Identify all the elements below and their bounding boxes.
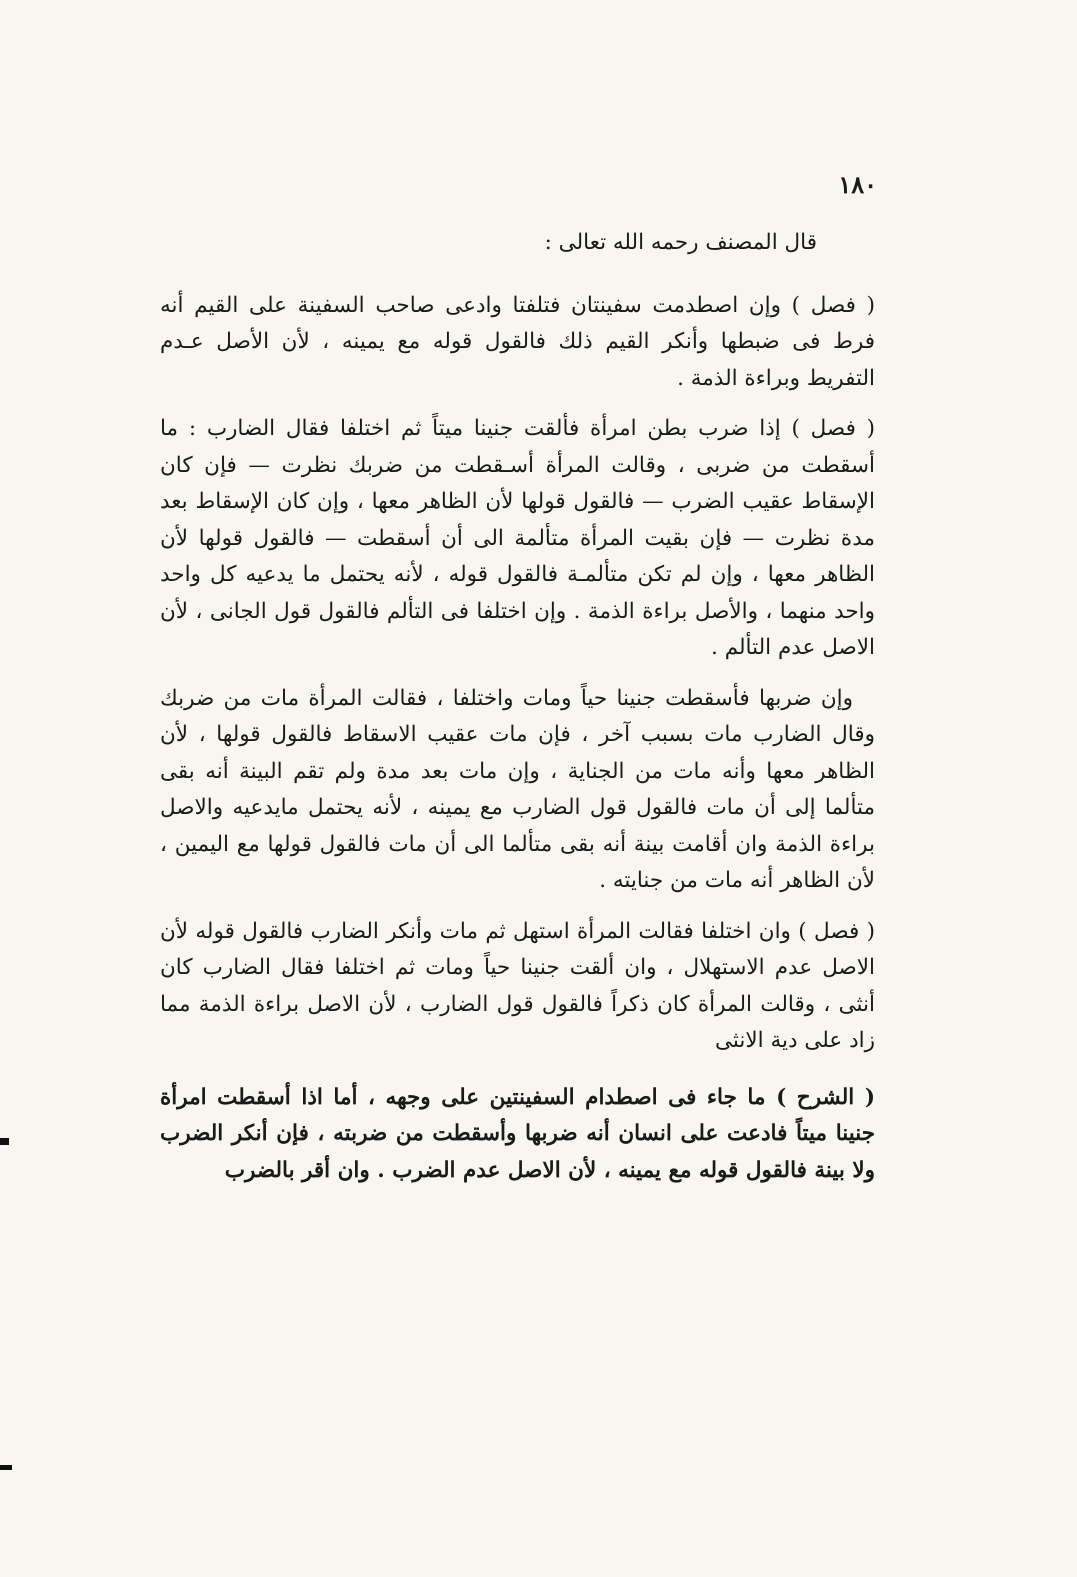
paragraph-ship-collision: ( فصل ) وإن اصطدمت سفينتان فتلفتا وادعى صاحب السفينة على القيم أنه فرط فى ضبطها وأنكر القيم ذلك فالقول قوله مع يمينه ، لأن الأصل عـدم التفريط وبراءة الذمة .	[160, 292, 875, 391]
paragraph-commentary: ( الشرح ) ما جاء فى اصطدام السفينتين على وجهه ، أما اذا أسقطت امرأة جنينا ميتاً فادعت على انسان أنه ضربها وأسقطت من ضربته ، فإن أنكر الضرب ولا بينة فالقول قوله مع يمينه ، لأن الاصل عدم الضرب . وان أقر بالضرب	[160, 1084, 875, 1183]
edge-mark	[0, 1465, 12, 1470]
paragraph-fetus-alive: وإن ضربها فأسقطت جنينا حياً ومات واختلفا ، فقالت المرأة مات من ضربك وقال الضارب مات بسبب آخر ، فإن مات عقيب الاسقاط فالقول قولها ، لأن الظاهر معها وأنه مات من الجناية ، وإن مات بعد مدة ولم تقم البينة أنه بقى متألما إلى أن مات فالقول قول الضارب مع يمينه ، لأنه يحتمل مايدعيه والاصل براءة الذمة وان أقامت بينة أنه بقى متألما الى أن مات فالقول قولها مع اليمين ، لأن الظاهر أنه مات من جنايته .	[160, 685, 875, 893]
page-body	[160, 225, 875, 1203]
paragraph-fetus-dead: ( فصل ) إذا ضرب بطن امرأة فألقت جنينا ميتاً ثم اختلفا فقال الضارب : ما أسقطت من ضربى ، وقالت المرأة أسـقطت من ضربك نظرت — فإن كان الإسقاط عقيب الضرب — فالقول قولها لأن الظاهر معها ، وإن كان الإسقاط بعد مدة نظرت — فإن بقيت المرأة متألمة الى أن أسقطت — فالقول قولها لأن الظاهر معها ، وإن لم تكن متألمـة فالقول قوله ، لأنه يحتمل ما يدعيه كل واحد واحد منهما ، والأصل براءة الذمة . وإن اختلفا فى التألم فالقول قول الجانى ، لأن الاصل عدم التألم .	[160, 416, 875, 660]
author-heading: قال المصنف رحمه الله تعالى :	[544, 230, 817, 255]
page-number: ١٨٠	[838, 170, 877, 199]
edge-mark	[0, 1138, 9, 1145]
paragraph-istihlal: ( فصل ) وان اختلفا فقالت المرأة استهل ثم مات وأنكر الضارب فالقول قوله لأن الاصل عدم الاستهلال ، وان ألقت جنينا حياً ومات ثم اختلفا فقال الضارب كان أنثى ، وقالت المرأة كان ذكراً فالقول قول الضارب ، لأن الاصل براءة الذمة مما زاد على دية الانثى	[160, 918, 875, 1053]
